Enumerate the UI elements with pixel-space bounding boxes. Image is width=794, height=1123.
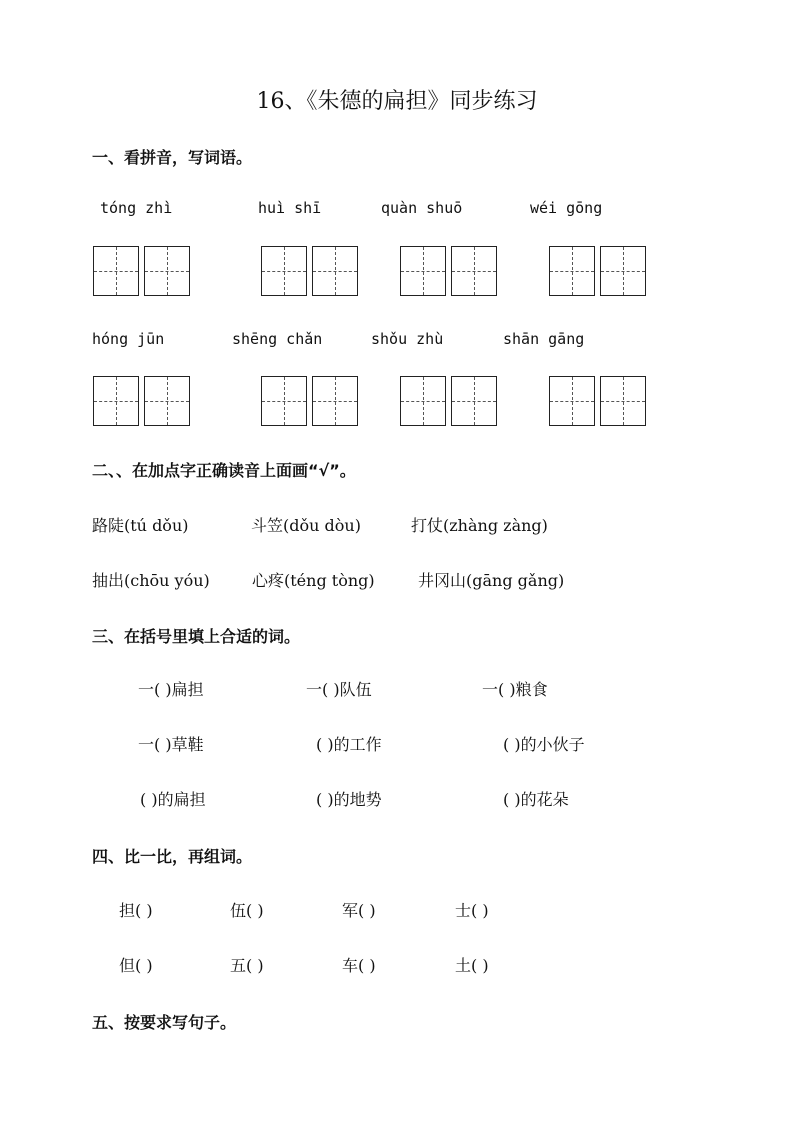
- fill-blank-item[interactable]: 一( )粮食: [482, 680, 548, 699]
- writing-grid-box[interactable]: [261, 246, 307, 296]
- section-3-heading: 三、在括号里填上合适的词。: [92, 627, 301, 646]
- writing-grid-box[interactable]: [261, 376, 307, 426]
- reading-choice-item[interactable]: 抽出(chōu yóu): [92, 571, 210, 590]
- word-group-item[interactable]: 军( ): [342, 901, 376, 920]
- writing-grid-box[interactable]: [144, 376, 190, 426]
- fill-blank-item[interactable]: 一( )扁担: [138, 680, 204, 699]
- word-group-item[interactable]: 五( ): [230, 956, 264, 975]
- fill-blank-item[interactable]: ( )的工作: [316, 735, 382, 754]
- reading-choice-item[interactable]: 井冈山(gāng gǎng): [418, 571, 565, 590]
- reading-choice-item[interactable]: 打仗(zhàng zàng): [411, 516, 548, 535]
- word-group-item[interactable]: 土( ): [455, 956, 489, 975]
- fill-blank-item[interactable]: 一( )队伍: [306, 680, 372, 699]
- word-group-item[interactable]: 伍( ): [230, 901, 264, 920]
- writing-grid-box[interactable]: [144, 246, 190, 296]
- writing-grid-box[interactable]: [451, 376, 497, 426]
- word-group-item[interactable]: 士( ): [455, 901, 489, 920]
- pinyin-label: shēng chǎn: [232, 330, 323, 348]
- section-2-heading: 二、、在加点字正确读音上面画“√”。: [92, 461, 356, 480]
- writing-grid-box[interactable]: [400, 246, 446, 296]
- writing-grid-box[interactable]: [600, 376, 646, 426]
- fill-blank-item[interactable]: ( )的小伙子: [503, 735, 585, 754]
- fill-blank-item[interactable]: ( )的地势: [316, 790, 382, 809]
- writing-grid-box[interactable]: [549, 246, 595, 296]
- writing-grid-box[interactable]: [549, 376, 595, 426]
- reading-choice-item[interactable]: 心疼(téng tòng): [252, 571, 375, 590]
- fill-blank-item[interactable]: ( )的花朵: [503, 790, 569, 809]
- reading-choice-item[interactable]: 斗笠(dǒu dòu): [251, 516, 361, 535]
- pinyin-label: shān gāng: [503, 330, 585, 348]
- writing-grid-box[interactable]: [93, 246, 139, 296]
- pinyin-label: hóng jūn: [92, 330, 165, 348]
- writing-grid-box[interactable]: [312, 246, 358, 296]
- pinyin-label: wéi gōng: [530, 199, 603, 217]
- writing-grid-box[interactable]: [93, 376, 139, 426]
- fill-blank-item[interactable]: 一( )草鞋: [138, 735, 204, 754]
- pinyin-label: quàn shuō: [381, 199, 463, 217]
- writing-grid-box[interactable]: [451, 246, 497, 296]
- section-5-heading: 五、按要求写句子。: [92, 1013, 237, 1032]
- writing-grid-box[interactable]: [312, 376, 358, 426]
- writing-grid-box[interactable]: [600, 246, 646, 296]
- reading-choice-item[interactable]: 路陡(tú dǒu): [92, 516, 189, 535]
- pinyin-label: huì shī: [258, 199, 322, 217]
- word-group-item[interactable]: 车( ): [342, 956, 376, 975]
- writing-grid-box[interactable]: [400, 376, 446, 426]
- pinyin-label: shǒu zhù: [371, 330, 444, 348]
- page-title: 16、《朱德的扁担》同步练习: [256, 89, 538, 114]
- section-4-heading: 四、比一比，再组词。: [92, 847, 253, 866]
- section-1-heading: 一、看拼音，写词语。: [92, 148, 253, 167]
- pinyin-label: tóng zhì: [100, 199, 173, 217]
- word-group-item[interactable]: 担( ): [119, 901, 153, 920]
- fill-blank-item[interactable]: ( )的扁担: [140, 790, 206, 809]
- word-group-item[interactable]: 但( ): [119, 956, 153, 975]
